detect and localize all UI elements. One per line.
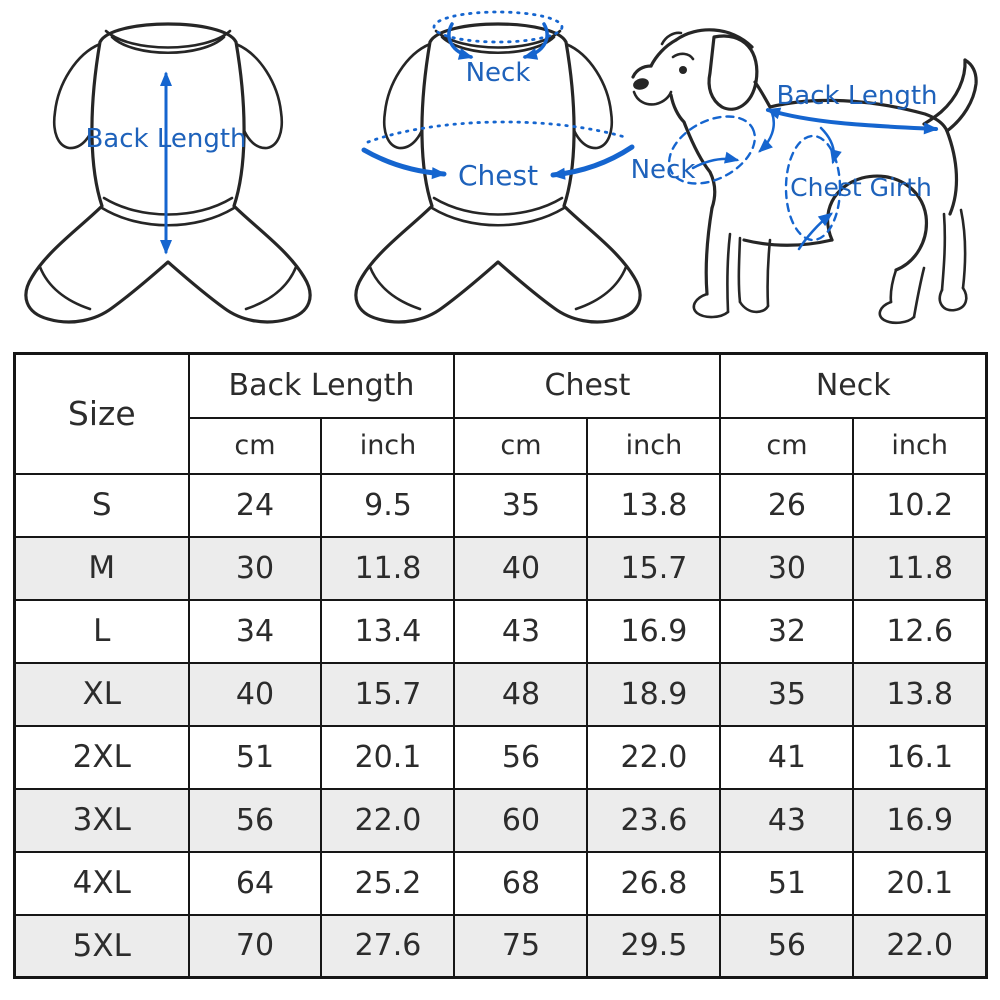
measurement-cell: 22.0 [321, 789, 454, 852]
measurement-cell: 23.6 [587, 789, 720, 852]
dog-far-rear-paw [940, 288, 966, 310]
measurement-cell: 68 [454, 852, 587, 915]
size-cell: 3XL [15, 789, 189, 852]
dog-eyebrow [673, 54, 693, 59]
table-row [15, 474, 987, 537]
measurement-cell: 60 [454, 789, 587, 852]
unit-header: inch [853, 418, 986, 474]
neck-group-header: Neck [720, 354, 986, 418]
dog-mouth [634, 92, 671, 104]
measurement-cell: 32 [720, 600, 853, 663]
dog-rear-leg-front [891, 270, 896, 302]
dog-diagram [631, 30, 977, 323]
measurement-cell: 40 [189, 663, 322, 726]
measurement-cell: 13.8 [853, 663, 986, 726]
garment-back-view-diagram [26, 24, 310, 322]
dog-rump [947, 131, 956, 214]
size-cell: 5XL [15, 915, 189, 978]
chest-label: Chest [457, 159, 539, 192]
measurement-cell: 22.0 [853, 915, 986, 978]
measurement-cell: 30 [189, 537, 322, 600]
measurement-cell: 75 [454, 915, 587, 978]
measurement-cell: 11.8 [853, 537, 986, 600]
measurement-cell: 56 [454, 726, 587, 789]
chest-girth-label: Chest Girth [790, 173, 932, 202]
measurement-cell: 26 [720, 474, 853, 537]
neck-label: Neck [465, 58, 531, 88]
dog-front-leg-far-back [768, 240, 770, 306]
measurement-cell: 16.9 [853, 789, 986, 852]
measurement-cell: 70 [189, 915, 322, 978]
measurement-cell: 25.2 [321, 852, 454, 915]
measurement-cell: 12.6 [853, 600, 986, 663]
measurement-cell: 35 [720, 663, 853, 726]
table-header-group-row [15, 354, 987, 418]
measurement-cell: 56 [189, 789, 322, 852]
dog-rear-leg-back [914, 268, 924, 317]
measurement-cell: 9.5 [321, 474, 454, 537]
size-cell: L [15, 600, 189, 663]
back-length-group-header: Back Length [189, 354, 455, 418]
size-cell: 4XL [15, 852, 189, 915]
dog-back-start-arrow [760, 113, 774, 151]
measurement-cell: 20.1 [321, 726, 454, 789]
measurement-diagrams [0, 0, 1000, 348]
measurement-cell: 15.7 [321, 663, 454, 726]
measurement-cell: 30 [720, 537, 853, 600]
dog-tail-outer [947, 60, 976, 131]
measurement-cell: 24 [189, 474, 322, 537]
dog-rear-paw [880, 302, 914, 323]
measurement-cell: 48 [454, 663, 587, 726]
dog-neck-arrow [693, 159, 737, 168]
dog-belly [744, 240, 832, 245]
measurement-cell: 29.5 [587, 915, 720, 978]
dog-neck-front [671, 95, 715, 208]
measurement-cell: 35 [454, 474, 587, 537]
back-length-label: Back Length [85, 124, 247, 154]
measurement-cell: 22.0 [587, 726, 720, 789]
garment-body [26, 24, 310, 322]
dog-front-leg-far [739, 238, 740, 302]
measurement-cell: 16.9 [587, 600, 720, 663]
measurement-cell: 43 [454, 600, 587, 663]
measurement-cell: 56 [720, 915, 853, 978]
measurement-cell: 27.6 [321, 915, 454, 978]
size-cell: M [15, 537, 189, 600]
size-table [13, 352, 988, 979]
measurement-cell: 15.7 [587, 537, 720, 600]
measurement-cell: 51 [189, 726, 322, 789]
unit-header: inch [587, 418, 720, 474]
dog-front-leg-near [706, 208, 712, 294]
measurement-cell: 51 [720, 852, 853, 915]
dog-front-paw-far [740, 302, 768, 312]
table-row [15, 537, 987, 600]
table-row [15, 852, 987, 915]
measurement-cell: 11.8 [321, 537, 454, 600]
dog-far-rear-leg-front [942, 214, 945, 290]
unit-header: cm [189, 418, 322, 474]
chest-group-header: Chest [454, 354, 720, 418]
measurement-cell: 26.8 [587, 852, 720, 915]
measurement-cell: 64 [189, 852, 322, 915]
dog-back-length-arrow [768, 110, 936, 129]
measurement-cell: 18.9 [587, 663, 720, 726]
measurement-cell: 20.1 [853, 852, 986, 915]
table-row [15, 663, 987, 726]
measurement-cell: 13.4 [321, 600, 454, 663]
unit-header: cm [720, 418, 853, 474]
table-row [15, 726, 987, 789]
size-cell: 2XL [15, 726, 189, 789]
dog-eye [679, 66, 687, 74]
dog-back-length-label: Back Length [776, 81, 938, 111]
dog-far-rear-leg-back [961, 210, 965, 288]
measurement-cell: 40 [454, 537, 587, 600]
garment-outline [26, 24, 310, 322]
unit-header: cm [454, 418, 587, 474]
unit-header: inch [321, 418, 454, 474]
dog-neck-label: Neck [630, 155, 696, 185]
size-column-header: Size [15, 354, 189, 474]
measurement-cell: 16.1 [853, 726, 986, 789]
measurement-cell: 41 [720, 726, 853, 789]
dog-front-paw-near [694, 294, 728, 317]
table-row [15, 915, 987, 978]
dog-nose [632, 77, 650, 92]
table-row [15, 789, 987, 852]
dog-front-leg-near-back [727, 234, 730, 312]
size-cell: XL [15, 663, 189, 726]
size-cell: S [15, 474, 189, 537]
table-row [15, 600, 987, 663]
measurement-cell: 10.2 [853, 474, 986, 537]
measurement-cell: 13.8 [587, 474, 720, 537]
measurement-cell: 43 [720, 789, 853, 852]
measurement-cell: 34 [189, 600, 322, 663]
garment-front-view-diagram [356, 12, 640, 322]
dog-snout [633, 66, 651, 77]
dog-withers [755, 82, 770, 107]
